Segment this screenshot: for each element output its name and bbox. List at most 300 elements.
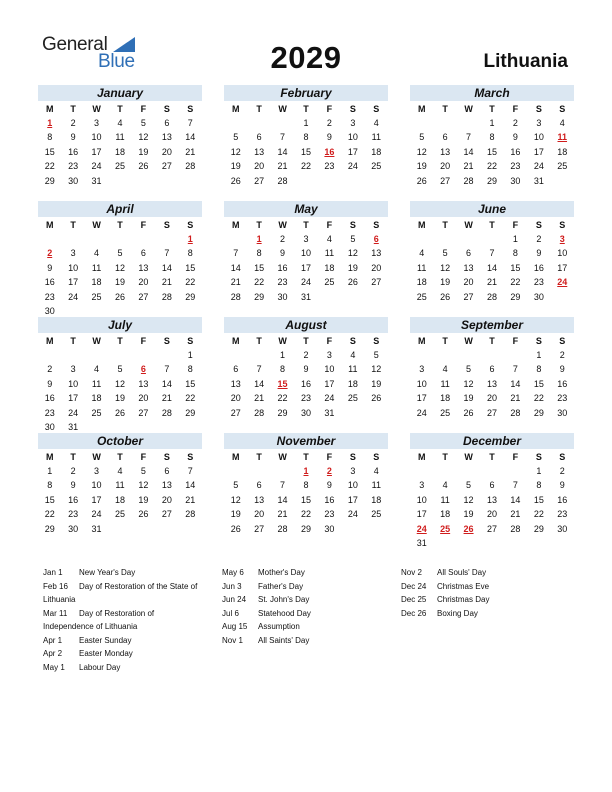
weekday-label: M xyxy=(45,104,54,114)
day-cell: 13 xyxy=(440,146,451,157)
weekday-label: W xyxy=(278,220,287,230)
day-cell: 8 xyxy=(489,132,495,143)
day-cell: 24 xyxy=(324,393,335,404)
day-cell: 17 xyxy=(91,494,102,505)
day-cell: 21 xyxy=(230,277,241,288)
weekday-label: T xyxy=(442,220,448,230)
holiday-name: Labour Day xyxy=(79,662,121,672)
day-cell: 7 xyxy=(187,118,193,128)
weekday-label: F xyxy=(140,220,147,230)
day-cell: 13 xyxy=(230,378,241,389)
day-cell: 31 xyxy=(324,407,335,418)
month-days-grid xyxy=(410,217,574,304)
day-cell: 3 xyxy=(419,364,425,375)
day-cell: 22 xyxy=(533,509,544,520)
day-cell: 12 xyxy=(138,132,149,143)
day-cell: 18 xyxy=(91,393,102,404)
day-cell: 26 xyxy=(440,291,451,302)
holiday-name: Easter Monday xyxy=(79,649,133,658)
day-cell: 10 xyxy=(91,132,102,143)
empty-day-cell xyxy=(224,116,247,130)
month-days-grid xyxy=(224,101,388,188)
day-cell: 13 xyxy=(254,146,265,157)
holiday-day-cell: 11 xyxy=(557,132,568,143)
day-cell: 2 xyxy=(326,118,332,128)
weekday-label: S xyxy=(163,452,170,462)
day-cell: 30 xyxy=(300,407,311,418)
day-cell: 13 xyxy=(138,378,149,389)
day-cell: 20 xyxy=(161,494,172,505)
calendar-year: 2029 xyxy=(270,40,342,75)
day-cell: 28 xyxy=(161,407,172,418)
weekday-label: S xyxy=(559,452,566,462)
empty-day-cell xyxy=(480,464,503,478)
month-september xyxy=(410,317,574,420)
day-cell: 15 xyxy=(185,378,196,389)
empty-day-cell xyxy=(410,232,433,246)
weekday-label: F xyxy=(326,336,333,346)
empty-day-cell xyxy=(433,348,456,362)
day-cell: 9 xyxy=(536,248,542,259)
day-cell: 30 xyxy=(44,305,55,316)
holiday-name: St. John's Day xyxy=(258,595,310,604)
weekday-label: S xyxy=(163,220,170,230)
day-cell: 14 xyxy=(161,262,172,273)
day-cell: 23 xyxy=(324,161,335,172)
day-cell: 4 xyxy=(373,466,379,476)
day-cell: 3 xyxy=(70,248,76,259)
holiday-item xyxy=(222,634,392,648)
day-cell: 12 xyxy=(371,364,382,375)
day-cell: 18 xyxy=(347,378,358,389)
empty-day-cell xyxy=(132,232,155,246)
holiday-name: Father's Day xyxy=(258,581,304,591)
day-cell: 18 xyxy=(440,393,451,404)
holiday-item xyxy=(222,607,392,621)
day-cell: 9 xyxy=(326,132,332,143)
day-cell: 31 xyxy=(533,175,544,186)
empty-day-cell xyxy=(480,232,503,246)
weekday-label: T xyxy=(70,452,76,462)
day-cell: 18 xyxy=(114,494,125,505)
day-cell: 30 xyxy=(68,175,79,186)
day-cell: 22 xyxy=(185,393,196,404)
day-cell: 21 xyxy=(254,393,265,404)
weekday-label: S xyxy=(373,104,380,114)
holiday-date: Aug 15 xyxy=(222,622,248,631)
day-cell: 7 xyxy=(256,364,262,375)
logo-blue-text: Blue xyxy=(98,51,135,72)
weekday-label: F xyxy=(512,104,519,114)
day-cell: 4 xyxy=(442,480,448,491)
day-cell: 8 xyxy=(303,132,309,143)
day-cell: 25 xyxy=(114,161,125,172)
weekday-label: T xyxy=(442,452,448,462)
day-cell: 20 xyxy=(138,393,149,404)
day-cell: 7 xyxy=(466,132,472,143)
day-cell: 26 xyxy=(138,161,149,172)
day-cell: 30 xyxy=(68,523,79,534)
day-cell: 9 xyxy=(303,364,309,375)
day-cell: 23 xyxy=(557,393,568,404)
day-cell: 18 xyxy=(371,494,382,505)
day-cell: 1 xyxy=(187,350,193,360)
day-cell: 27 xyxy=(486,523,497,534)
day-cell: 13 xyxy=(161,132,172,143)
day-cell: 4 xyxy=(117,466,123,476)
day-cell: 1 xyxy=(512,234,518,244)
month-title: September xyxy=(410,317,574,333)
day-cell: 15 xyxy=(44,494,55,505)
weekday-label: M xyxy=(231,336,240,346)
day-cell: 25 xyxy=(91,407,102,418)
day-cell: 26 xyxy=(416,175,427,186)
day-cell: 4 xyxy=(373,118,379,128)
day-cell: 14 xyxy=(277,146,288,157)
day-cell: 20 xyxy=(138,277,149,288)
day-cell: 3 xyxy=(70,364,76,375)
month-april xyxy=(38,201,202,318)
day-cell: 7 xyxy=(280,132,286,143)
day-cell: 27 xyxy=(254,175,265,186)
day-cell: 15 xyxy=(254,262,265,273)
day-cell: 21 xyxy=(185,146,196,157)
month-title: March xyxy=(410,85,574,101)
day-cell: 5 xyxy=(140,466,146,476)
weekday-label: S xyxy=(349,104,356,114)
weekday-label: M xyxy=(231,220,240,230)
day-cell: 16 xyxy=(44,277,55,288)
empty-day-cell xyxy=(224,348,247,362)
day-cell: 27 xyxy=(254,523,265,534)
day-cell: 16 xyxy=(510,146,521,157)
holiday-name: Independence of Lithuania xyxy=(43,622,138,631)
day-cell: 22 xyxy=(185,277,196,288)
month-days-grid xyxy=(38,101,202,188)
day-cell: 15 xyxy=(300,146,311,157)
day-cell: 17 xyxy=(557,262,568,273)
holiday-item xyxy=(43,593,218,607)
empty-day-cell xyxy=(38,348,61,362)
empty-day-cell xyxy=(85,348,108,362)
weekday-label: F xyxy=(140,452,147,462)
weekday-label: T xyxy=(489,104,495,114)
weekday-label: F xyxy=(326,452,333,462)
day-cell: 16 xyxy=(533,262,544,273)
day-cell: 1 xyxy=(47,466,53,476)
day-cell: 21 xyxy=(185,494,196,505)
day-cell: 29 xyxy=(44,523,55,534)
holiday-item xyxy=(43,634,218,648)
empty-day-cell xyxy=(61,348,84,362)
weekday-label: S xyxy=(535,336,542,346)
day-cell: 4 xyxy=(94,248,100,259)
day-cell: 5 xyxy=(419,132,425,143)
weekday-label: T xyxy=(70,336,76,346)
weekday-label: T xyxy=(489,336,495,346)
day-cell: 28 xyxy=(277,523,288,534)
weekday-label: M xyxy=(45,336,54,346)
day-cell: 25 xyxy=(416,291,427,302)
day-cell: 16 xyxy=(557,494,568,505)
day-cell: 24 xyxy=(347,161,358,172)
holiday-date: Feb 16 xyxy=(43,581,68,591)
holiday-item xyxy=(222,593,392,607)
day-cell: 19 xyxy=(138,494,149,505)
holiday-name: Boxing Day xyxy=(437,608,478,618)
day-cell: 18 xyxy=(440,509,451,520)
empty-day-cell xyxy=(155,232,178,246)
weekday-label: M xyxy=(417,336,426,346)
holiday-day-cell: 3 xyxy=(559,234,565,244)
day-cell: 16 xyxy=(68,146,79,157)
day-cell: 10 xyxy=(533,132,544,143)
empty-day-cell xyxy=(433,464,456,478)
month-title: May xyxy=(224,201,388,217)
day-cell: 17 xyxy=(347,146,358,157)
day-cell: 21 xyxy=(510,509,521,520)
day-cell: 19 xyxy=(347,262,358,273)
empty-day-cell xyxy=(504,348,527,362)
day-cell: 8 xyxy=(536,364,542,375)
holiday-day-cell: 6 xyxy=(373,234,379,244)
day-cell: 31 xyxy=(68,421,79,432)
day-cell: 2 xyxy=(512,118,518,128)
empty-day-cell xyxy=(457,116,480,130)
day-cell: 10 xyxy=(91,480,102,491)
day-cell: 27 xyxy=(486,407,497,418)
day-cell: 9 xyxy=(47,262,53,273)
holiday-date: Jun 3 xyxy=(222,581,242,591)
day-cell: 4 xyxy=(326,234,332,244)
day-cell: 27 xyxy=(230,407,241,418)
weekday-label: M xyxy=(45,220,54,230)
day-cell: 24 xyxy=(68,407,79,418)
day-cell: 4 xyxy=(419,248,425,259)
holiday-date: Dec 24 xyxy=(401,581,427,591)
weekday-label: T xyxy=(117,220,123,230)
day-cell: 26 xyxy=(114,291,125,302)
empty-day-cell xyxy=(433,116,456,130)
day-cell: 28 xyxy=(161,291,172,302)
day-cell: 14 xyxy=(510,378,521,389)
weekday-label: M xyxy=(231,452,240,462)
day-cell: 10 xyxy=(557,248,568,259)
day-cell: 24 xyxy=(533,161,544,172)
day-cell: 24 xyxy=(68,291,79,302)
month-days-grid xyxy=(38,217,202,318)
day-cell: 29 xyxy=(277,407,288,418)
day-cell: 23 xyxy=(300,393,311,404)
day-cell: 20 xyxy=(371,262,382,273)
empty-day-cell xyxy=(247,116,270,130)
weekday-label: S xyxy=(349,336,356,346)
day-cell: 26 xyxy=(371,393,382,404)
day-cell: 28 xyxy=(230,291,241,302)
day-cell: 16 xyxy=(557,378,568,389)
weekday-label: M xyxy=(45,452,54,462)
day-cell: 27 xyxy=(161,509,172,520)
holiday-name: Assumption xyxy=(258,622,300,631)
day-cell: 26 xyxy=(138,509,149,520)
weekday-label: T xyxy=(117,336,123,346)
day-cell: 23 xyxy=(68,161,79,172)
empty-day-cell xyxy=(271,464,294,478)
day-cell: 10 xyxy=(68,378,79,389)
weekday-label: T xyxy=(256,336,262,346)
day-cell: 14 xyxy=(510,494,521,505)
holiday-name: New Year's Day xyxy=(79,568,136,577)
day-cell: 6 xyxy=(466,248,472,259)
day-cell: 5 xyxy=(466,364,472,375)
empty-day-cell xyxy=(457,348,480,362)
day-cell: 1 xyxy=(303,118,309,128)
day-cell: 15 xyxy=(486,146,497,157)
day-cell: 19 xyxy=(371,378,382,389)
day-cell: 7 xyxy=(233,248,239,259)
holiday-name: Mother's Day xyxy=(258,568,305,577)
month-december xyxy=(410,433,574,550)
day-cell: 10 xyxy=(68,262,79,273)
day-cell: 21 xyxy=(510,393,521,404)
day-cell: 6 xyxy=(164,466,170,476)
weekday-label: T xyxy=(70,104,76,114)
holiday-day-cell: 1 xyxy=(187,234,193,244)
weekday-label: F xyxy=(140,104,147,114)
day-cell: 19 xyxy=(138,146,149,157)
day-cell: 24 xyxy=(91,509,102,520)
day-cell: 2 xyxy=(559,466,565,476)
weekday-label: S xyxy=(187,336,194,346)
holiday-date: Apr 1 xyxy=(43,635,63,645)
weekday-label: S xyxy=(349,220,356,230)
day-cell: 18 xyxy=(557,146,568,157)
day-cell: 13 xyxy=(254,494,265,505)
day-cell: 13 xyxy=(486,378,497,389)
day-cell: 12 xyxy=(114,262,125,273)
day-cell: 19 xyxy=(114,393,125,404)
holiday-day-cell: 1 xyxy=(303,466,309,476)
day-cell: 13 xyxy=(138,262,149,273)
holiday-date: Mar 11 xyxy=(43,608,68,618)
weekday-label: S xyxy=(163,104,170,114)
empty-day-cell xyxy=(271,116,294,130)
day-cell: 12 xyxy=(440,262,451,273)
weekday-label: T xyxy=(117,104,123,114)
day-cell: 1 xyxy=(536,466,542,476)
day-cell: 23 xyxy=(324,509,335,520)
day-cell: 6 xyxy=(256,480,262,491)
day-cell: 7 xyxy=(512,480,518,491)
day-cell: 10 xyxy=(416,378,427,389)
weekday-label: S xyxy=(559,220,566,230)
day-cell: 4 xyxy=(442,364,448,375)
day-cell: 5 xyxy=(117,248,123,259)
day-cell: 21 xyxy=(277,509,288,520)
weekday-label: S xyxy=(373,220,380,230)
weekday-label: S xyxy=(163,336,170,346)
month-march xyxy=(410,85,574,188)
day-cell: 27 xyxy=(161,161,172,172)
day-cell: 5 xyxy=(117,364,123,375)
day-cell: 28 xyxy=(463,175,474,186)
day-cell: 16 xyxy=(300,378,311,389)
weekday-label: W xyxy=(92,336,101,346)
day-cell: 6 xyxy=(233,364,239,375)
weekday-label: S xyxy=(559,336,566,346)
day-cell: 8 xyxy=(47,132,53,143)
day-cell: 9 xyxy=(280,248,286,259)
holiday-day-cell: 2 xyxy=(47,248,53,259)
day-cell: 3 xyxy=(94,466,100,476)
day-cell: 21 xyxy=(463,161,474,172)
day-cell: 21 xyxy=(277,161,288,172)
weekday-label: F xyxy=(140,336,147,346)
weekday-label: S xyxy=(559,104,566,114)
day-cell: 27 xyxy=(371,277,382,288)
day-cell: 8 xyxy=(303,480,309,491)
weekday-label: S xyxy=(187,104,194,114)
day-cell: 16 xyxy=(44,393,55,404)
day-cell: 25 xyxy=(324,277,335,288)
day-cell: 15 xyxy=(533,378,544,389)
empty-day-cell xyxy=(433,232,456,246)
day-cell: 8 xyxy=(280,364,286,375)
day-cell: 10 xyxy=(416,494,427,505)
day-cell: 14 xyxy=(185,480,196,491)
day-cell: 18 xyxy=(114,146,125,157)
day-cell: 2 xyxy=(303,350,309,360)
month-title: August xyxy=(224,317,388,333)
day-cell: 13 xyxy=(486,494,497,505)
weekday-label: T xyxy=(117,452,123,462)
day-cell: 15 xyxy=(300,494,311,505)
day-cell: 8 xyxy=(187,364,193,375)
empty-day-cell xyxy=(480,348,503,362)
day-cell: 10 xyxy=(300,248,311,259)
empty-day-cell xyxy=(457,464,480,478)
day-cell: 12 xyxy=(416,146,427,157)
day-cell: 29 xyxy=(185,291,196,302)
holiday-date: Dec 26 xyxy=(401,608,427,618)
weekday-label: S xyxy=(373,336,380,346)
day-cell: 22 xyxy=(44,509,55,520)
day-cell: 11 xyxy=(324,248,335,259)
day-cell: 15 xyxy=(185,262,196,273)
day-cell: 2 xyxy=(70,118,76,128)
day-cell: 7 xyxy=(280,480,286,491)
day-cell: 11 xyxy=(115,132,125,143)
holiday-date: Nov 1 xyxy=(222,635,243,645)
day-cell: 12 xyxy=(347,248,358,259)
day-cell: 18 xyxy=(324,262,335,273)
holiday-item xyxy=(401,607,571,621)
day-cell: 5 xyxy=(373,350,379,360)
day-cell: 28 xyxy=(486,291,497,302)
day-cell: 8 xyxy=(536,480,542,491)
day-cell: 8 xyxy=(256,248,262,259)
day-cell: 19 xyxy=(463,393,474,404)
day-cell: 14 xyxy=(486,262,497,273)
holiday-item xyxy=(222,620,392,634)
weekday-label: W xyxy=(278,336,287,346)
weekday-label: T xyxy=(70,220,76,230)
day-cell: 6 xyxy=(164,118,170,128)
holiday-name: Christmas Day xyxy=(437,595,490,604)
day-cell: 6 xyxy=(140,248,146,259)
weekday-label: W xyxy=(464,104,473,114)
day-cell: 14 xyxy=(230,262,241,273)
